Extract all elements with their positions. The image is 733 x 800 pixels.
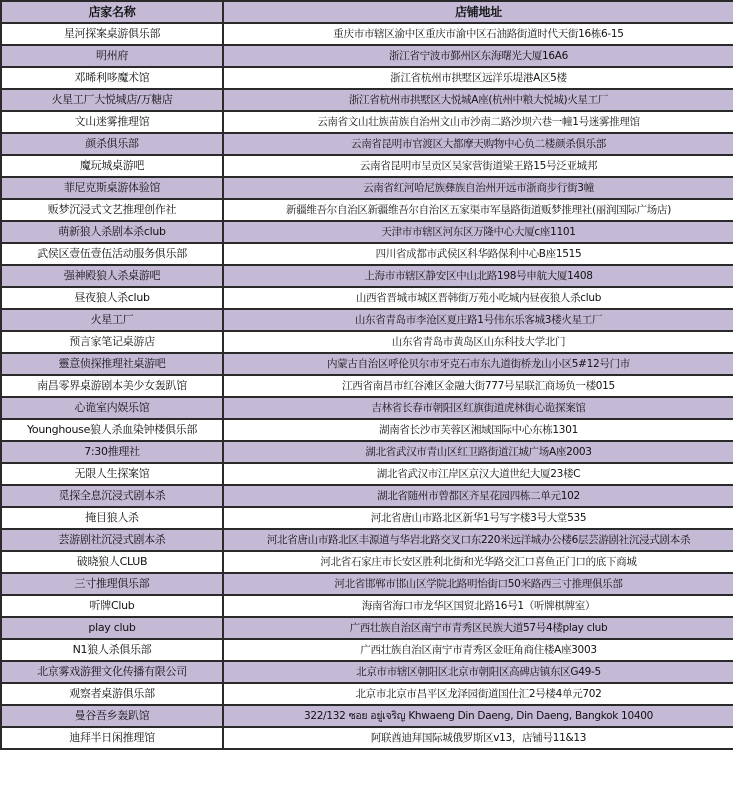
store-address-cell: 河北省石家庄市长安区胜利北街和光华路交汇口喜鱼正门口的底下商城: [223, 551, 733, 573]
store-name-cell: 观察者桌游俱乐部: [1, 683, 223, 705]
table-row: [1, 595, 733, 617]
store-name-cell: 强神殿狼人杀桌游吧: [1, 265, 223, 287]
store-name-cell: 曼谷吾乡轰趴馆: [1, 705, 223, 727]
table-row: [1, 463, 733, 485]
table-row: [1, 661, 733, 683]
table-row: [1, 265, 733, 287]
table-row: [1, 639, 733, 661]
store-address-cell: 云南省昆明市官渡区大都摩天购物中心负二楼颜杀俱乐部: [223, 133, 733, 155]
store-name-cell: 魔玩城桌游吧: [1, 155, 223, 177]
store-name-cell: 贩梦沉浸式文艺推理创作社: [1, 199, 223, 221]
store-address-cell: 山东省青岛市黄岛区山东科技大学北门: [223, 331, 733, 353]
table-body: [1, 23, 733, 749]
store-name-cell: 北京雾戏游狸文化传播有限公司: [1, 661, 223, 683]
table-row: [1, 67, 733, 89]
store-address-cell: 新疆维吾尔自治区新疆维吾尔自治区五家渠市军垦路街道贩梦推理社(丽润国际广场店): [223, 199, 733, 221]
table-row: [1, 111, 733, 133]
table-row: [1, 441, 733, 463]
column-header-store-name: 店家名称: [1, 1, 223, 23]
table-row: [1, 243, 733, 265]
store-name-cell: 火星工厂: [1, 309, 223, 331]
table-row: [1, 133, 733, 155]
store-name-cell: 昼夜狼人杀club: [1, 287, 223, 309]
column-header-store-address: 店铺地址: [223, 1, 733, 23]
store-address-cell: 云南省文山壮族苗族自治州文山市沙南二路沙坝六巷一幢1号迷雾推理馆: [223, 111, 733, 133]
table-row: [1, 573, 733, 595]
store-name-cell: 三寸推理俱乐部: [1, 573, 223, 595]
store-address-cell: 湖北省随州市曾都区齐星花园四栋二单元102: [223, 485, 733, 507]
store-name-cell: 掩目狼人杀: [1, 507, 223, 529]
table-row: [1, 309, 733, 331]
store-name-cell: 文山迷雾推理馆: [1, 111, 223, 133]
table-row: [1, 331, 733, 353]
table-row: [1, 551, 733, 573]
table-row: [1, 353, 733, 375]
table-row: [1, 199, 733, 221]
store-address-cell: 阿联酋迪拜国际城俄罗斯区v13，店铺号11&13: [223, 727, 733, 749]
store-name-cell: 萌新狼人杀剧本杀club: [1, 221, 223, 243]
store-name-cell: 芸游剧社沉浸式剧本杀: [1, 529, 223, 551]
store-address-cell: 北京市市辖区朝阳区北京市朝阳区高碑店镇东区G49-5: [223, 661, 733, 683]
store-name-cell: 心诡室内娱乐馆: [1, 397, 223, 419]
store-address-cell: 浙江省杭州市拱墅区远洋乐堤港A区5楼: [223, 67, 733, 89]
store-name-cell: N1狼人杀俱乐部: [1, 639, 223, 661]
table-row: [1, 705, 733, 727]
store-name-cell: 无限人生探案馆: [1, 463, 223, 485]
store-name-cell: 7:30推理社: [1, 441, 223, 463]
store-name-cell: Younghouse狼人杀血染钟楼俱乐部: [1, 419, 223, 441]
store-name-cell: 靈意侦探推理社桌游吧: [1, 353, 223, 375]
table-row: [1, 683, 733, 705]
store-name-cell: 星河探案桌游俱乐部: [1, 23, 223, 45]
store-address-cell: 天津市市辖区河东区万隆中心大厦c座1101: [223, 221, 733, 243]
store-name-cell: play club: [1, 617, 223, 639]
table-row: [1, 375, 733, 397]
store-name-cell: 迪拜半日闲推理馆: [1, 727, 223, 749]
store-address-cell: 浙江省杭州市拱墅区大悦城A座(杭州中粮大悦城)火星工厂: [223, 89, 733, 111]
store-address-cell: 云南省昆明市呈贡区吴家营街道梁王路15号泛亚城邦: [223, 155, 733, 177]
table-row: [1, 23, 733, 45]
store-name-cell: 明州府: [1, 45, 223, 67]
store-address-cell: 海南省海口市龙华区国贸北路16号1（听牌棋牌室）: [223, 595, 733, 617]
store-address-cell: 山西省晋城市城区晋韩街万苑小吃城内昼夜狼人杀club: [223, 287, 733, 309]
store-address-cell: 四川省成都市武侯区科华路保利中心B座1515: [223, 243, 733, 265]
table-row: [1, 529, 733, 551]
store-name-cell: 颜杀俱乐部: [1, 133, 223, 155]
store-name-cell: 邓晞利哆魔术馆: [1, 67, 223, 89]
store-name-cell: 破晓狼人CLUB: [1, 551, 223, 573]
table-row: [1, 155, 733, 177]
store-address-cell: 山东省青岛市李沧区夏庄路1号伟东乐客城3楼火星工厂: [223, 309, 733, 331]
store-address-cell: 内蒙古自治区呼伦贝尔市牙克石市东九道街桥龙山小区5#12号门市: [223, 353, 733, 375]
store-name-cell: 菲尼克斯桌游体验馆: [1, 177, 223, 199]
store-address-cell: 浙江省宁波市鄞州区东海曙光大厦16A6: [223, 45, 733, 67]
store-address-cell: 湖南省长沙市芙蓉区湘域国际中心东栋1301: [223, 419, 733, 441]
store-address-cell: 河北省唐山市路北区新华1号写字楼3号大堂535: [223, 507, 733, 529]
store-address-cell: 广西壮族自治区南宁市青秀区金旺角商住楼A座3003: [223, 639, 733, 661]
table-row: [1, 45, 733, 67]
store-address-cell: 重庆市市辖区渝中区重庆市渝中区石油路街道时代天街16栋6-15: [223, 23, 733, 45]
table-row: [1, 485, 733, 507]
store-address-cell: 322/132 ซอย อยู่เจริญ Khwaeng Din Daeng, Din Daeng, Bangkok 10400: [223, 705, 733, 727]
store-address-cell: 河北省唐山市路北区丰源道与华岩北路交叉口东220米远洋城办公楼6层芸游剧社沉浸式剧本杀: [223, 529, 733, 551]
table-header-row: [1, 1, 733, 23]
store-name-cell: 南昌零界桌游剧本美少女轰趴馆: [1, 375, 223, 397]
table-row: [1, 397, 733, 419]
store-address-cell: 广西壮族自治区南宁市青秀区民族大道57号4楼play club: [223, 617, 733, 639]
store-address-cell: 河北省邯郸市邯山区学院北路明怡街口50米路西三寸推理俱乐部: [223, 573, 733, 595]
table-row: [1, 419, 733, 441]
store-name-cell: 预言家笔记桌游店: [1, 331, 223, 353]
store-address-cell: 湖北省武汉市江岸区京汉大道世纪大厦23楼C: [223, 463, 733, 485]
store-address-cell: 北京市北京市昌平区龙泽园街道国仕汇2号楼4单元702: [223, 683, 733, 705]
table-row: [1, 89, 733, 111]
table-row: [1, 177, 733, 199]
store-name-cell: 火星工厂大悦城店/万糖店: [1, 89, 223, 111]
store-address-cell: 湖北省武汉市青山区红卫路街道江城广场A座2003: [223, 441, 733, 463]
store-name-cell: 听牌Club: [1, 595, 223, 617]
store-address-cell: 上海市市辖区静安区中山北路198号申航大厦1408: [223, 265, 733, 287]
table-row: [1, 507, 733, 529]
store-name-cell: 觅探全息沉浸式剧本杀: [1, 485, 223, 507]
store-name-cell: 武侯区壹伍壹伍活动服务俱乐部: [1, 243, 223, 265]
store-address-cell: 云南省红河哈尼族彝族自治州开远市浙商步行街3幢: [223, 177, 733, 199]
table-row: [1, 727, 733, 749]
table-row: [1, 221, 733, 243]
store-address-cell: 江西省南昌市红谷滩区金融大街777号星联汇商场负一楼015: [223, 375, 733, 397]
table-row: [1, 287, 733, 309]
table-row: [1, 617, 733, 639]
store-address-cell: 吉林省长春市朝阳区红旗街道虎林街心诡探案馆: [223, 397, 733, 419]
